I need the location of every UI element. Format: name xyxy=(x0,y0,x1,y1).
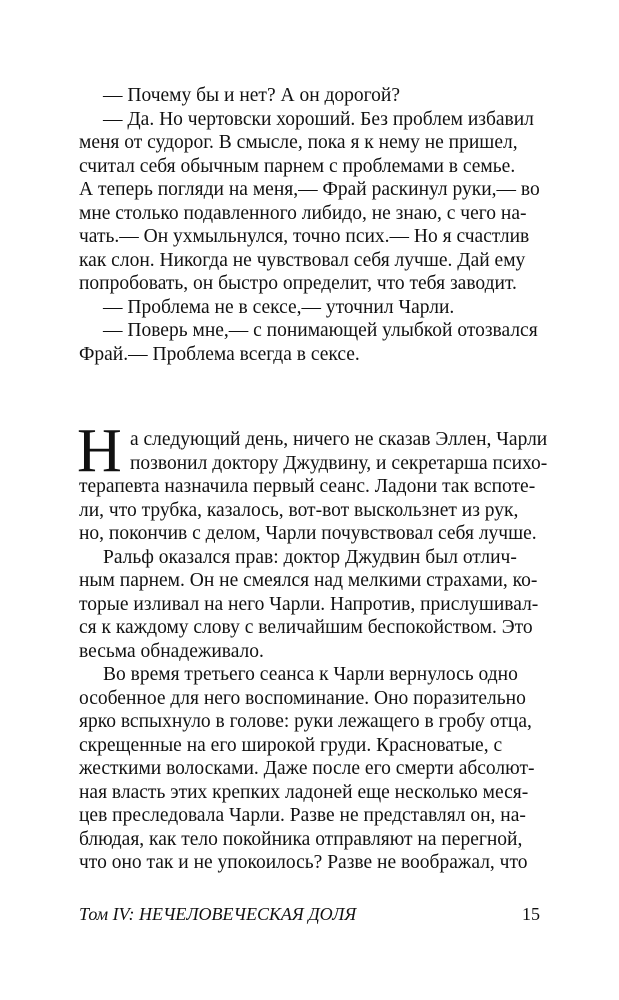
text-line: Во время третьего сеанса к Чарли вернулось одно xyxy=(103,664,518,685)
page-number: 15 xyxy=(522,904,540,924)
text-line: но, покончив с делом, Чарли почувствовал себя лучше. xyxy=(79,523,537,544)
text-line: цев преследовала Чарли. Разве не представлял он, на- xyxy=(79,805,526,826)
text-line: ся к каждому слову с величайшим беспокойством. Это xyxy=(79,617,533,638)
text-line: чать.— Он ухмыльнулся, точно псих.— Но я счастлив xyxy=(79,226,530,247)
text-line: ным парнем. Он не смеялся над мелкими страхами, ко- xyxy=(79,570,538,591)
text-line: особенное для него воспоминание. Оно поразительно xyxy=(79,687,526,709)
text-line: мне столько подавленного либидо, не знаю, с чего на- xyxy=(79,202,527,224)
text-line: ная власть этих крепких ладоней еще несколько меся- xyxy=(79,781,529,803)
text-line: а следующий день, ничего не сказав Эллен, Чарли xyxy=(130,429,548,450)
page-footer xyxy=(79,900,540,928)
text-line: — Поверь мне,— с понимающей улыбкой отозвался xyxy=(103,320,538,341)
text-line: весьма обнадеживало. xyxy=(79,640,264,662)
text-line: Фрай.— Проблема всегда в сексе. xyxy=(79,343,360,365)
text-line: меня от судорог. В смысле, пока я к нему не пришел, xyxy=(79,132,518,153)
text-line: позвонил доктору Джудвину, и секретарша психо- xyxy=(130,452,548,474)
text-line: что оно так и не упокоилось? Разве не воображал, что xyxy=(79,852,528,873)
text-line: — Почему бы и нет? А он дорогой? xyxy=(103,85,401,106)
text-line: жесткими волосками. Даже после его смерти абсолют- xyxy=(79,758,535,779)
text-line: терапевта назначила первый сеанс. Ладони так вспоте- xyxy=(79,476,536,497)
text-line: — Да. Но чертовски хороший. Без проблем избавил xyxy=(103,108,534,130)
text-line: торые изливал на него Чарли. Напротив, прислушивал- xyxy=(79,593,539,615)
text-line: А теперь погляди на меня,— Фрай раскинул руки,— во xyxy=(79,179,540,200)
text-line: считал себя обычным парнем с проблемами в семье. xyxy=(79,155,516,177)
text-line: блюдая, как тело покойника отправляют на перегной, xyxy=(79,828,523,850)
text-line: как слон. Никогда не чувствовал себя лучше. Дай ему xyxy=(79,249,526,271)
text-line: Ральф оказался прав: доктор Джудвин был отлич- xyxy=(103,546,517,568)
text-line: ли, что трубка, казалось, вот-вот выскользнет из рук, xyxy=(79,499,519,521)
text-line: ярко вспыхнуло в голове: руки лежащего в гробу отца, xyxy=(79,711,532,732)
text-line: попробовать, он быстро определит, что тебя заводит. xyxy=(79,273,517,294)
text-line: — Проблема не в сексе,— уточнил Чарли. xyxy=(103,296,455,318)
drop-cap-letter: Н xyxy=(77,424,122,478)
running-title: Том IV: НЕЧЕЛОВЕЧЕСКАЯ ДОЛЯ xyxy=(79,904,357,924)
text-line: скрещенные на его широкой груди. Красноватые, с xyxy=(79,734,503,756)
